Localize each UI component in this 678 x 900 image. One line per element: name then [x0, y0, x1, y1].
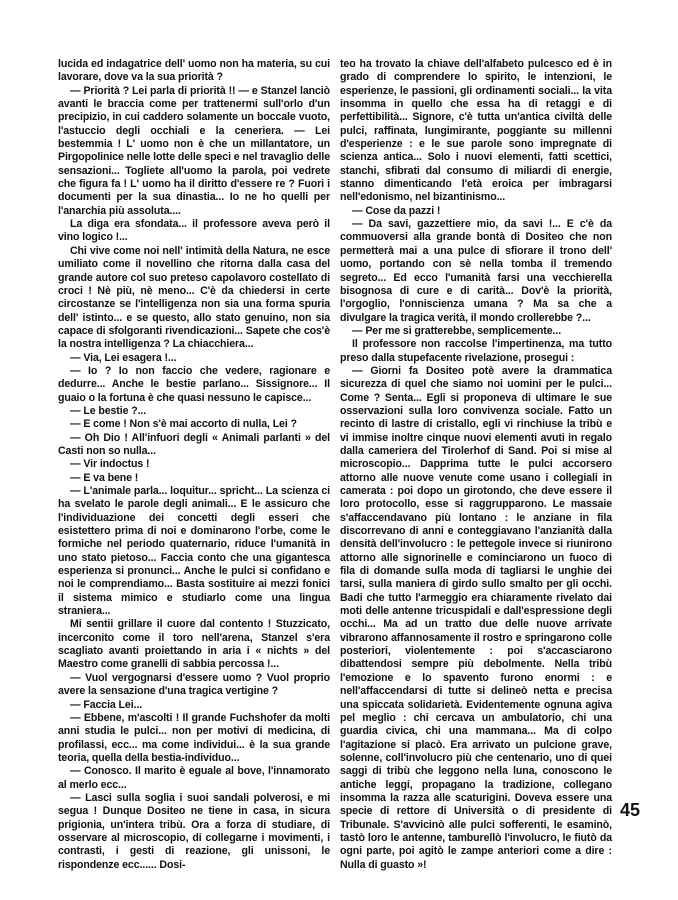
paragraph: — Da savi, gazzettiere mio, da savi !... E c'è da commuoversi alla grande bontà di Dositeo che non permetterà mai a una pulce di sfiorare il trono dell' uomo, portando con sè nella tomba il tremendo segreto... Ed ecco l'umanità farsi una vecchierella bisognosa di cure e di carità... Dov'è la priorità, l'orgoglio, l'onniscienza umana ? Ma sa che a divulgare la tragica verità, il mondo crollerebbe ?...	[340, 218, 612, 324]
paragraph: — Io ? Io non faccio che vedere, ragionare e dedurre... Anche le bestie parlano... Sissignore... Il guaio o la fortuna è che quasi nessuno le capisce...	[58, 364, 330, 404]
paragraph: Il professore non raccolse l'impertinenza, ma tutto preso dalla stupefacente rivelazione, prosegui :	[340, 338, 612, 364]
paragraph: — Conosco. Il marito è eguale al bove, l'innamorato al merlo ecc...	[58, 765, 330, 791]
paragraph: — Vuol vergognarsi d'essere uomo ? Vuol proprio avere la sensazione d'una tragica vertigine ?	[58, 671, 330, 698]
left-text-column	[58, 58, 330, 872]
paragraph: — E va bene !	[70, 471, 139, 484]
paragraph: — Faccia Lei...	[70, 698, 143, 711]
paragraph: — Vir indoctus !	[70, 458, 150, 471]
paragraph: teo ha trovato la chiave dell'alfabeto pulcesco ed è in grado di comprendere lo spirito, le intenzioni, le esperienze, le passioni, gli ordinamenti sociali... la vita insomma in quello che essa ha di retaggi e di perfettibilità... Signore, c'è tutta un'antica civiltà delle pulci, raffinata, lungimirante, poggiante su millenni d'esperienze : e le sue parole sono impregnate di scienza antica... Solo i nuovi elementi, fatti scettici, stanchi, sfibrati dal consumo di miliardi di energie, stanno dimenticando l'età eroica per imbragarsi nell'edonismo, nel bizantinismo...	[340, 58, 612, 204]
paragraph: — L'animale parla... loquitur... spricht... La scienza ci ha svelato le parole degli animali... E le assicuro che l'individuazione dei concetti degli esseri che esistettero prima di noi e dominarono l'orbe, come le formiche nel periodo quaternario, riduce l'umanità in uno stato pietoso... Faccia conto che una gigantesca esperienza si pronunci... Anche le pulci si confidano e noi le comprendiamo... Basta sostituire ai mezzi fonici il sistema mimico e studiarlo come una lingua straniera...	[58, 485, 330, 618]
paragraph: — Via, Lei esagera !...	[70, 351, 177, 364]
paragraph: Mi sentii grillare il cuore dal contento ! Stuzzicato, incerconito come il toro nell'arena, Stanzel s'era scagliato avanti proiettando in aria i « nichts » del Maestro come granelli di sabbia percossa !...	[58, 618, 330, 671]
paragraph: — Per me si gratterebbe, semplicemente...	[352, 324, 562, 337]
paragraph: — Priorità ? Lei parla di priorità !! — e Stanzel lanciò avanti le braccia come per trattenermi sull'orlo d'un precipizio, in cui caddero solamente un boccale vuoto, l'astuccio degli occhiali e la ceneriera. — Lei bestemmia ! L' uomo non è che un millantatore, un Pirgopolinice nelle lotte delle speci e nel travaglio delle sensazioni... Togliete all'uomo la parola, poi vedrete che figura fa ! L' uomo ha il diritto d'essere re ? Fuori i documenti per la sua dinastia... Io ne ho quelli per l'anarchia più assoluta....	[58, 84, 330, 217]
paragraph: — Lasci sulla soglia i suoi sandali polverosi, e mi segua ! Dunque Dositeo ne tiene in casa, in sicura prigionia, un'intera tribù. Ora a forza di studiare, di osservare al microscopio, di collegarne i movimenti, i contrasti, i gesti di reazione, gli unissoni, le rispondenze ecc...... Dosi-	[58, 791, 330, 871]
paragraph: lucida ed indagatrice dell' uomo non ha materia, su cui lavorare, dove va la sua priorità ?	[58, 58, 330, 84]
page-number: 45	[620, 800, 641, 820]
paragraph: La diga era sfondata... il professore aveva però il vino logico !...	[58, 218, 330, 244]
paragraph: — Ebbene, m'ascolti ! Il grande Fuchshofer da molti anni studia le pulci... non per motivi di medicina, di profilassi, ecc... ma come individui... è la sua grande teoria, quella della bestia-individuo...	[58, 711, 330, 764]
paragraph: — Oh Dio ! All'infuori degli « Animali parlanti » del Casti non so nulla...	[58, 431, 330, 457]
right-text-column	[340, 58, 612, 872]
paragraph: — Cose da pazzi !	[352, 204, 441, 217]
paragraph: — Le bestie ?...	[70, 404, 147, 417]
paragraph: — Giorni fa Dositeo potè avere la drammatica sicurezza di quel che siamo noi uomini per le pulci... Come ? Senta... Egli si proponeva di ultimare le sue osservazioni sulla loro convivenza sociale. Fatto un recinto di lastre di cristallo, egli vi rinchiuse la tribù e vi immise inoltre cinque nuovi elementi avuti in regalo dalla cameriera del Tirolerhof di Sand. Poi si mise al microscopio... Dapprima tutte le pulci accorsero attorno alle nuove venute come usano i collegiali in camerata : poi dopo un girotondo, che deve essere il loro protocollo, esse si raggrupparono. Le massaie s'affaccendavano più lontano : le anziane in fila discorrevano di anni e conteggiavano l'anzianità dalla densità dell'involucro : le pettegole invece si riunirono attorno alle signorinelle e cominciarono un fuoco di fila di domande sulla moda di tagliarsi le unghie dei tarsi, sulla maniera di girdo sullo smalto per gli occhi. Badi che tutto l'armeggio era chiaramente rivelato dai moti delle antenne tricuspidali e dall'espressione degli occhi... Ma ad un tratto due delle nuove arrivate vibrarono affannosamente il rostro e springarono colle posteriori, violentemente : poi s'accasciarono dibattendosi sempre più debolmente. Nella tribù l'emozione e lo spavento furono enormi : e nell'affaccendarsi di tutte si delineò netta e precisa una spiccata solidarietà. Evidentemente ognuna agiva pel meglio : chi cercava un ambulatorio, chi una guardia civica, chi una mammana... Ma di colpo l'agitazione si placò. Era arrivato un pulcione grave, solenne, coll'involucro più che centenario, uno di quei saggi di tribù che leggono nella luna, conoscono le antiche leggi, propagano la tradizione, collegano insomma la razza alle scaturigini. Doveva essere una specie di rettore di Università o di presidente di Tribunale. S'avvicinò alle pulci sofferenti, le esaminò, tastò loro le antenne, tamburellò l'involucro, le fiutò da ogni parte, poi agitò le zampe anteriori come a dire : Nulla di guasto »!	[340, 364, 612, 871]
paragraph: Chi vive come noi nell' intimità della Natura, ne esce umiliato come il novellino che ritorna dalla casa del grande autore col suo preteso capolavoro costellato di croci ! Nè più, nè meno... C'è da chiedersi in certe circostanze se l'intelligenza non sia una forma spuria dell' istinto... e se questo, allo stato genuino, non sia capace di sfolgoranti rivendicazioni... Sapete che cos'è la nostra intelligenza ? La chiacchiera...	[58, 244, 330, 351]
paragraph: — E come ! Non s'è mai accorto di nulla, Lei ?	[70, 418, 297, 431]
